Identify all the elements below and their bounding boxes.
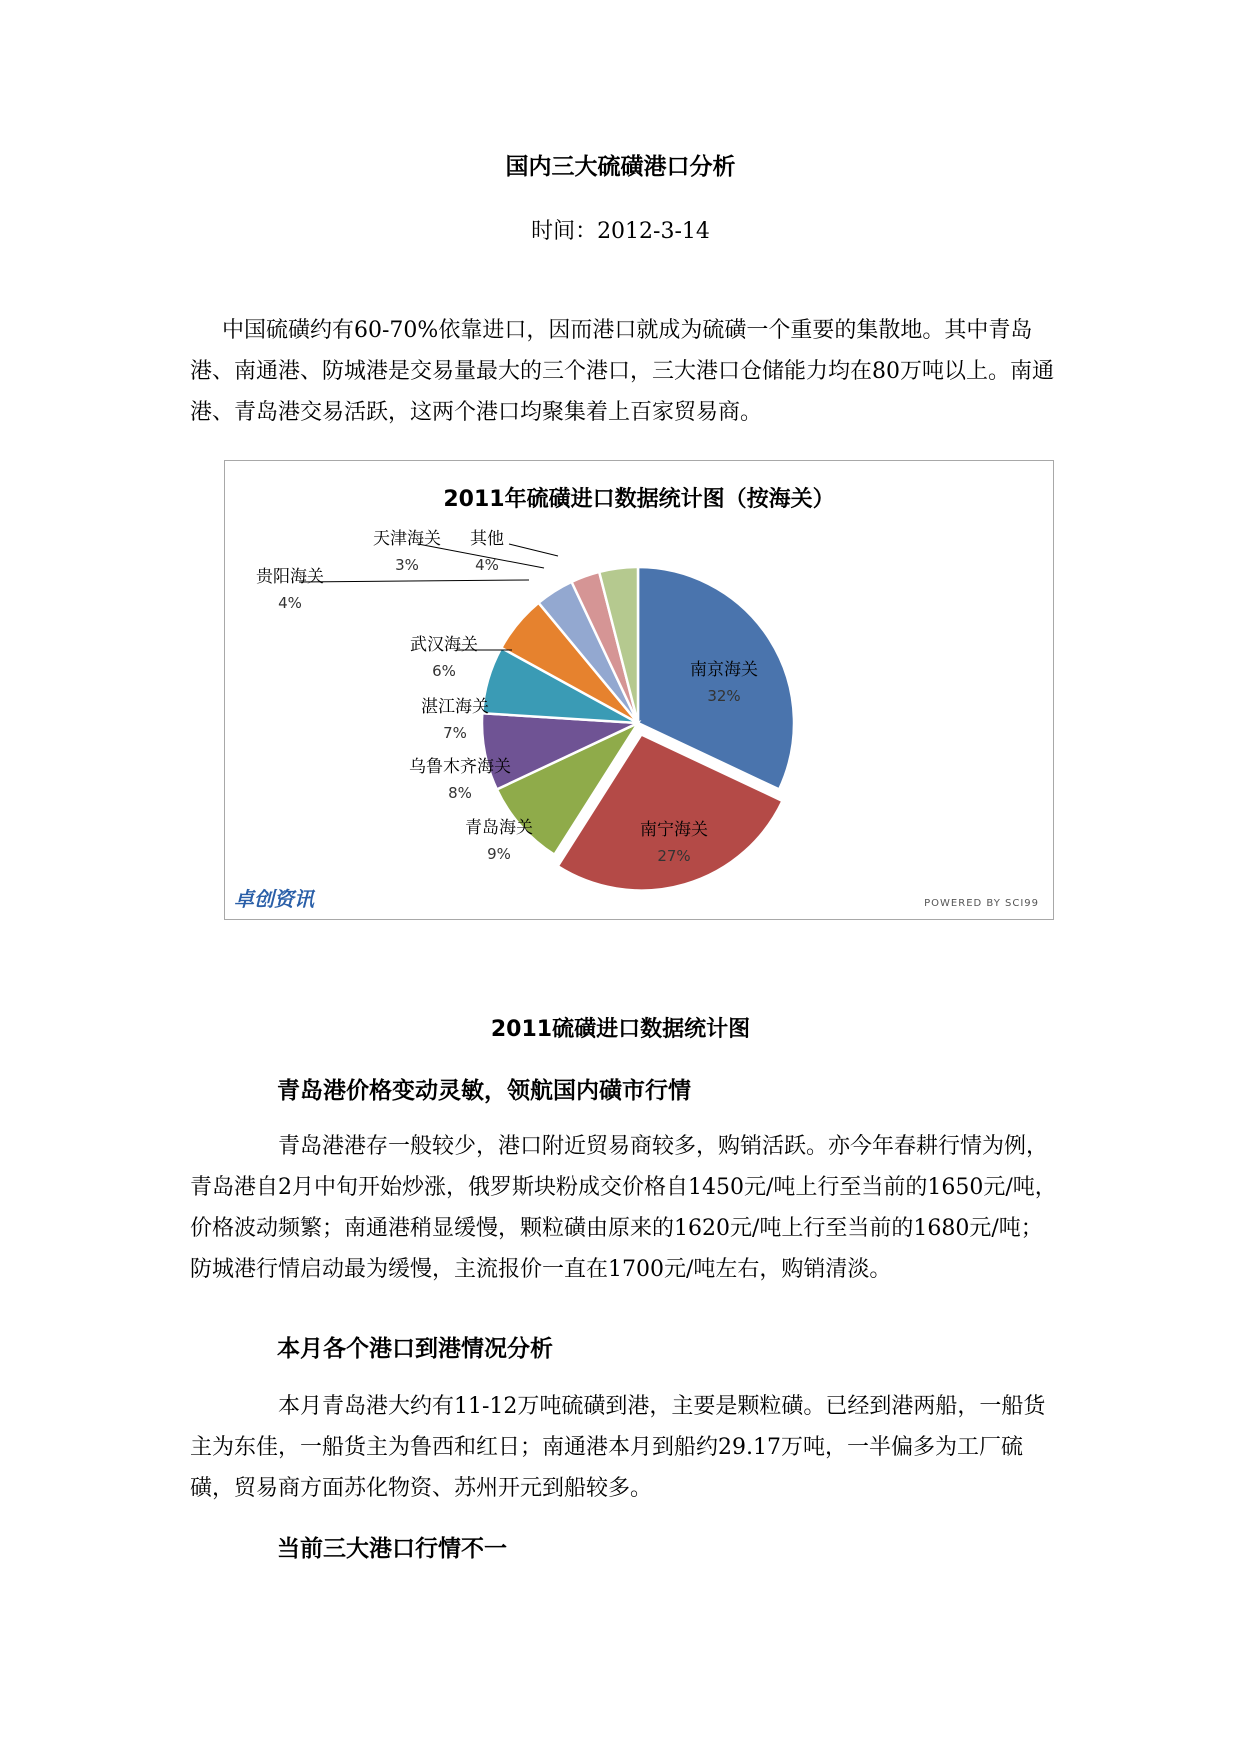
- document-date: 时间：2012-3-14: [531, 219, 710, 244]
- pie-slice-label: 南京海关: [690, 660, 758, 680]
- pie-slice-percent: 6%: [432, 662, 456, 680]
- powered-by-text: POWERED BY SCI99: [924, 898, 1039, 909]
- pie-slice-percent: 32%: [707, 687, 741, 705]
- section2-heading: 本月各个港口到港情况分析: [277, 1336, 553, 1362]
- section1-paragraph: 青岛港港存一般较少，港口附近贸易商较多，购销活跃。亦今年春耕行情为例，青岛港自2月中旬开始炒涨，俄罗斯块粉成交价格自1450元/吨上行至当前的1650元/吨，价格波动频繁；南通港稍显缓慢，颗粒磺由原来的1620元/吨上行至当前的1680元/吨；防城港行情启动最为缓慢，主流报价一直在1700元/吨左右，购销清淡。: [190, 1134, 1057, 1282]
- pie-slice-label: 贵阳海关: [256, 567, 324, 587]
- pie-slice-label: 其他: [470, 529, 504, 549]
- pie-slice-label: 湛江海关: [421, 697, 489, 717]
- pie-slice-percent: 9%: [487, 845, 511, 863]
- brand-logo: 卓创资讯: [234, 887, 314, 911]
- section3-heading: 当前三大港口行情不一: [277, 1536, 507, 1562]
- pie-slice-label: 青岛海关: [465, 818, 533, 838]
- pie-chart: [224, 460, 1054, 920]
- pie-slice-percent: 27%: [657, 847, 691, 865]
- section2-paragraph: 本月青岛港大约有11-12万吨硫磺到港，主要是颗粒磺。已经到港两船，一船货主为东佳，一船货主为鲁西和红日；南通港本月到船约29.17万吨，一半偏多为工厂硫磺，贸易商方面苏化物资、苏州开元到船较多。: [190, 1394, 1046, 1501]
- document-title: 国内三大硫磺港口分析: [505, 154, 736, 180]
- pie-slice-percent: 4%: [278, 594, 302, 612]
- intro-paragraph: 中国硫磺约有60-70%依靠进口，因而港口就成为硫磺一个重要的集散地。其中青岛港、南通港、防城港是交易量最大的三个港口，三大港口仓储能力均在80万吨以上。南通港、青岛港交易活跃，这两个港口均聚集着上百家贸易商。: [190, 318, 1054, 425]
- chart-title: 2011年硫磺进口数据统计图（按海关）: [443, 487, 835, 512]
- pie-slice-label: 天津海关: [373, 529, 441, 549]
- chart-caption: 2011硫磺进口数据统计图: [490, 1017, 751, 1042]
- pie-slice-percent: 7%: [443, 724, 467, 742]
- pie-chart-svg: [224, 460, 1054, 920]
- pie-slice-percent: 8%: [448, 784, 472, 802]
- pie-slice-label: 南宁海关: [640, 820, 708, 840]
- pie-slice-percent: 4%: [475, 556, 499, 574]
- pie-slice-label: 乌鲁木齐海关: [409, 757, 511, 777]
- pie-slice-percent: 3%: [395, 556, 419, 574]
- pie-slice-label: 武汉海关: [410, 635, 478, 655]
- section1-heading: 青岛港价格变动灵敏，领航国内磺市行情: [277, 1078, 691, 1104]
